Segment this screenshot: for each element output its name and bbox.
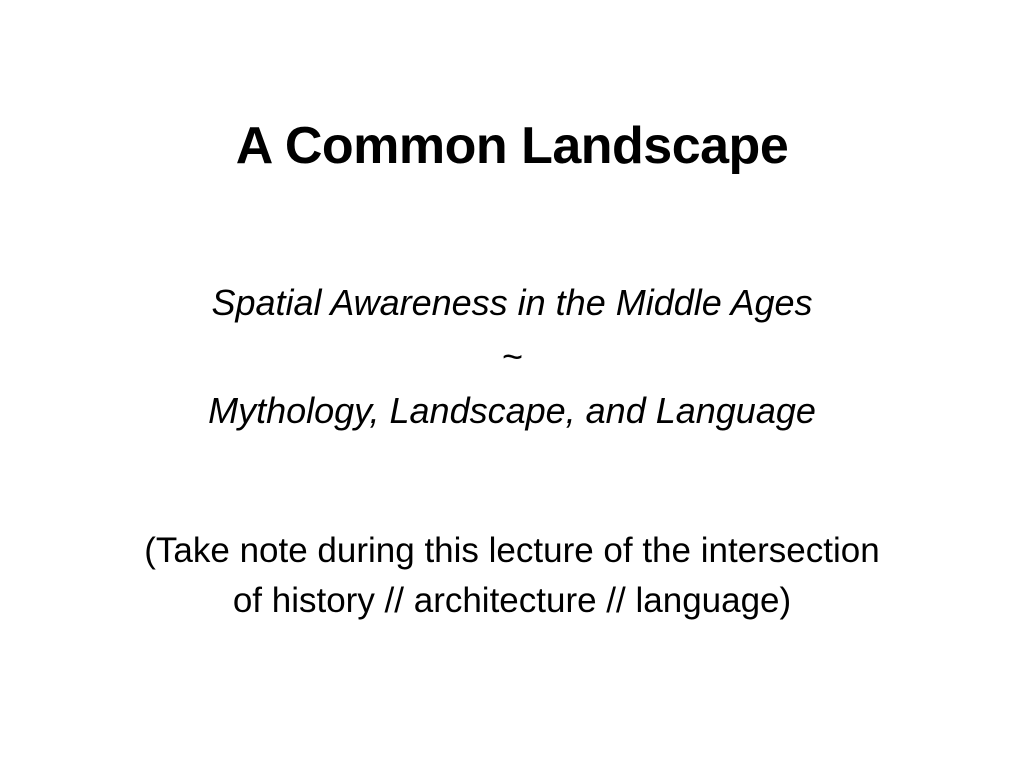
note-line-2: of history // architecture // language) (232, 581, 792, 620)
slide-title: A Common Landscape (235, 117, 789, 175)
subtitle-line-2: Mythology, Landscape, and Language (208, 390, 816, 431)
subtitle-line-1: Spatial Awareness in the Middle Ages (211, 282, 813, 323)
slide-subtitle (0, 276, 1024, 438)
note-line-1: (Take note during this lecture of the intersection (144, 531, 880, 570)
lecture-note (0, 526, 1024, 626)
subtitle-separator: ~ (501, 336, 523, 377)
